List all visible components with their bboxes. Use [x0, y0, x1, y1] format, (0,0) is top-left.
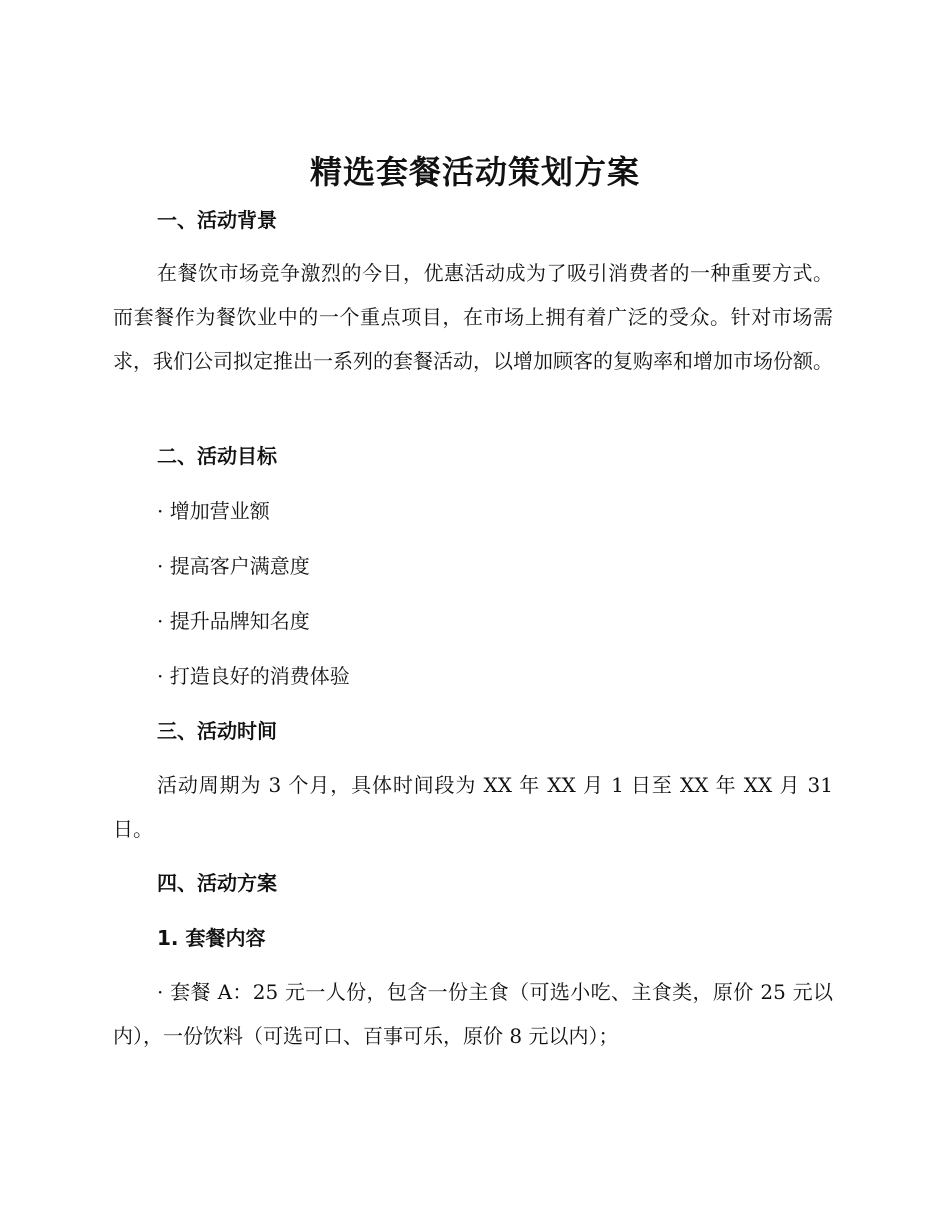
paragraph-package-a: · 套餐 A：25 元一人份，包含一份主食（可选小吃、主食类，原价 25 元以内），一份饮料（可选可口、百事可乐，原价 8 元以内）； — [113, 980, 833, 1048]
paragraph-time: 活动周期为 3 个月，具体时间段为 XX 年 XX 月 1 日至 XX 年 XX 月 31 日。 — [113, 773, 833, 841]
goal-item-1: · 增加营业额 — [157, 499, 270, 523]
goal-item-3: · 提升品牌知名度 — [157, 609, 310, 633]
heading-background: 一、活动背景 — [157, 208, 277, 232]
heading-goals: 二、活动目标 — [157, 444, 277, 468]
subheading-package-content: 1. 套餐内容 — [157, 926, 266, 950]
heading-plan: 四、活动方案 — [157, 871, 277, 895]
goal-item-4: · 打造良好的消费体验 — [157, 664, 350, 688]
paragraph-background: 在餐饮市场竞争激烈的今日，优惠活动成为了吸引消费者的一种重要方式。而套餐作为餐饮业中的一个重点项目，在市场上拥有着广泛的受众。针对市场需求，我们公司拟定推出一系列的套餐活动，以增加顾客的复购率和增加市场份额。 — [113, 261, 833, 373]
goal-item-2: · 提高客户满意度 — [157, 554, 310, 578]
heading-time: 三、活动时间 — [157, 719, 277, 743]
document-title: 精选套餐活动策划方案 — [309, 153, 640, 191]
